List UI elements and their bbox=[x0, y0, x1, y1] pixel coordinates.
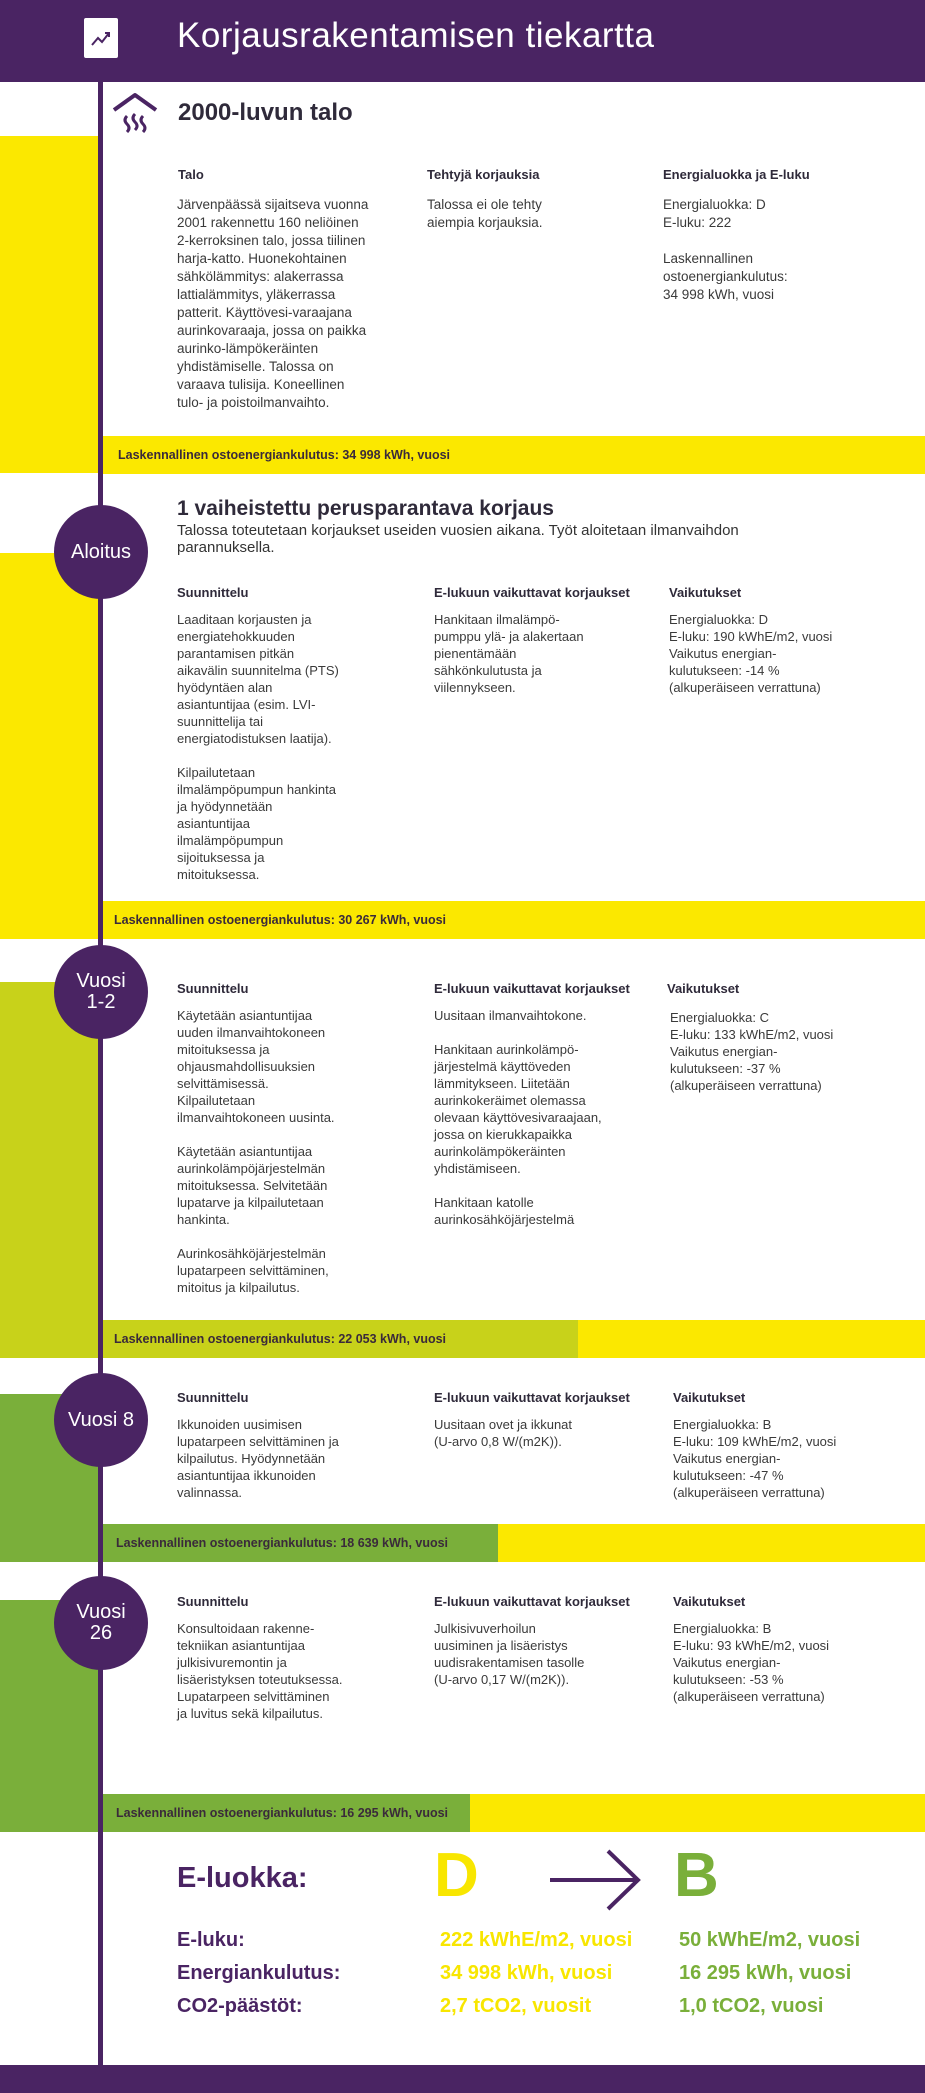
stage-vuosi-1-2-col2-heading: E-lukuun vaikuttavat korjaukset bbox=[434, 981, 630, 996]
stage-aloitus-col1-heading: Suunnittelu bbox=[177, 585, 249, 600]
summary-bar-aloitus-text: Laskennallinen ostoenergiankulutus: 30 267 kWh, vuosi bbox=[114, 913, 447, 927]
stage-vuosi-8-col1-heading: Suunnittelu bbox=[177, 1390, 249, 1405]
stage-aloitus-title: 1 vaiheistettu perusparantava korjaus bbox=[177, 497, 554, 520]
summary-bar-vuosi-26-text: Laskennallinen ostoenergiankulutus: 16 295 kWh, vuosi bbox=[116, 1806, 449, 1820]
stage-vuosi-8-col3-text: Energialuokka: B E-luku: 109 kWhE/m2, vuosi Vaikutus energian- kulutukseen: -47 % (alkuperäiseen verrattuna) bbox=[673, 1417, 837, 1500]
summary-class-before: D bbox=[434, 1841, 479, 1910]
stage-vuosi-26-col1-text: Konsultoidaan rakenne- tekniikan asiantuntijaa julkisivuremontin ja lisäeristyksen toteutuksessa. Lupatarpeen selvittäminen ja luvitus sekä kilpailutus. bbox=[177, 1621, 343, 1721]
stage-aloitus-col3-text: Energialuokka: D E-luku: 190 kWhE/m2, vuosi Vaikutus energian- kulutukseen: -14 % (alkuperäiseen verrattuna) bbox=[669, 612, 833, 695]
house-col1-text: Järvenpäässä sijaitseva vuonna 2001 rakennettu 160 neliöinen 2-kerroksinen talo, jossa tiilinen harja-katto. Huonekohtainen sähkölämmitys: alakerrassa lattialämmitys, yläkerrassa patterit. Käyttövesi-varaajana aurinkovaraaja, jossa on paikka aurinko-lämpökeräinten yhdistämiselle. Talossa on varaava tulisija. Koneellinen tulo- ja poistoilmanvaihto. bbox=[177, 197, 369, 410]
summary-bar-house-text: Laskennallinen ostoenergiankulutus: 34 998 kWh, vuosi bbox=[118, 448, 451, 462]
house-col3-text: Energialuokka: D E-luku: 222 Laskennallinen ostoenergiankulutus: 34 998 kWh, vuosi bbox=[663, 197, 788, 302]
summary-row-label-energiankulutus: Energiankulutus: bbox=[177, 1962, 341, 1984]
stage-marker-vuosi-1-2: Vuosi 1-2 bbox=[54, 945, 148, 1039]
footer-bar bbox=[0, 2065, 925, 2093]
stage-vuosi-26-col2-text: Julkisivuverhoilun uusiminen ja lisäeristys uudisrakentamisen tasolle (U-arvo 0,17 W/(m2K)). bbox=[434, 1621, 585, 1687]
house-title: 2000-luvun talo bbox=[178, 99, 353, 126]
house-col2-text: Talossa ei ole tehty aiempia korjauksia. bbox=[427, 197, 543, 230]
stage-aloitus-col2-heading: E-lukuun vaikuttavat korjaukset bbox=[434, 585, 630, 600]
stage-vuosi-1-2-col3-text: Energialuokka: C E-luku: 133 kWhE/m2, vuosi Vaikutus energian- kulutukseen: -37 % (alkuperäiseen verrattuna) bbox=[670, 1010, 834, 1093]
stage-vuosi-8-col3-heading: Vaikutukset bbox=[673, 1390, 746, 1405]
stage-vuosi-1-2-col3-heading: Vaikutukset bbox=[667, 981, 740, 996]
summary-bar-vuosi-26-rest bbox=[470, 1794, 925, 1832]
page-title: Korjausrakentamisen tiekartta bbox=[177, 16, 655, 55]
section-band-aloitus bbox=[0, 553, 100, 939]
stage-aloitus-col1-text: Laaditaan korjausten ja energiatehokkuuden parantamisen pitkän aikavälin suunnitelma (PTS) hyödyntäen alan asiantuntijaa (esim. LVI- suunnittelija tai energiatodistuksen laatija). Kilpailutetaan ilmalämpöpumpun hankinta ja hyödynnetään asiantuntijaa ilmalämpöpumpun sijoituksessa ja mitoituksessa. bbox=[177, 612, 339, 882]
house-col3-heading: Energialuokka ja E-luku bbox=[663, 167, 810, 182]
summary-row-before-energiankulutus: 34 998 kWh, vuosi bbox=[440, 1962, 613, 1984]
house-heating-icon bbox=[112, 92, 158, 136]
summary-class-label: E-luokka: bbox=[177, 1862, 308, 1894]
summary-row-label-co2: CO2-päästöt: bbox=[177, 1995, 303, 2017]
stage-vuosi-1-2-col1-heading: Suunnittelu bbox=[177, 981, 249, 996]
stage-marker-vuosi-8: Vuosi 8 bbox=[54, 1373, 148, 1467]
summary-bar-vuosi-1-2-rest bbox=[578, 1320, 925, 1358]
stage-vuosi-26-col3-heading: Vaikutukset bbox=[673, 1594, 746, 1609]
house-col2-heading: Tehtyjä korjauksia bbox=[427, 167, 540, 182]
stage-marker-vuosi-26: Vuosi 26 bbox=[54, 1576, 148, 1670]
stage-aloitus-subtitle: Talossa toteutetaan korjaukset useiden vuosien aikana. Työt aloitetaan ilmanvaihdon parannuksella. bbox=[177, 522, 739, 556]
summary-row-after-energiankulutus: 16 295 kWh, vuosi bbox=[679, 1962, 852, 1984]
summary-bar-vuosi-8-text: Laskennallinen ostoenergiankulutus: 18 639 kWh, vuosi bbox=[116, 1536, 449, 1550]
stage-vuosi-1-2-col2-text: Uusitaan ilmanvaihtokone. Hankitaan aurinkolämpö- järjestelmä käyttöveden lämmitykseen. Liitetään aurinkokeräimet olemassa olevaan käyttövesivaraajaan, jossa on kierukkapaikka aurinkolämpökeräinten yhdistämiseen. Hankitaan katolle aurinkosähköjärjestelmä bbox=[434, 1008, 602, 1227]
summary-row-after-e-luku: 50 kWhE/m2, vuosi bbox=[679, 1929, 861, 1951]
summary-row-before-e-luku: 222 kWhE/m2, vuosi bbox=[440, 1929, 633, 1951]
stage-vuosi-8-col1-text: Ikkunoiden uusimisen lupatarpeen selvittäminen ja kilpailutus. Hyödynnetään asiantuntijaa ikkunoiden valinnassa. bbox=[177, 1417, 339, 1500]
stage-vuosi-8-col2-text: Uusitaan ovet ja ikkunat (U-arvo 0,8 W/(m2K)). bbox=[434, 1417, 573, 1449]
section-band-house bbox=[0, 136, 100, 473]
stage-vuosi-26-col3-text: Energialuokka: B E-luku: 93 kWhE/m2, vuosi Vaikutus energian- kulutukseen: -53 % (alkuperäiseen verrattuna) bbox=[673, 1621, 830, 1704]
summary-row-after-co2: 1,0 tCO2, vuosi bbox=[679, 1995, 824, 2017]
stage-vuosi-26-col1-heading: Suunnittelu bbox=[177, 1594, 249, 1609]
summary-bar-vuosi-1-2-text: Laskennallinen ostoenergiankulutus: 22 053 kWh, vuosi bbox=[114, 1332, 447, 1346]
summary-bar-vuosi-8-rest bbox=[498, 1524, 925, 1562]
section-band-vuosi-1-2 bbox=[0, 982, 100, 1358]
stage-vuosi-1-2-col1-text: Käytetään asiantuntijaa uuden ilmanvaihtokoneen mitoituksessa ja ohjausmahdollisuuksien selvittämisessä. Kilpailutetaan ilmanvaihtokoneen uusinta. Käytetään asiantuntijaa aurinkolämpöjärjestelmän mitoituksessa. Selvitetään lupatarve ja kilpailutetaan hankinta. Aurinkosähköjärjestelmän lupatarpeen selvittäminen, mitoitus ja kilpailutus. bbox=[177, 1008, 335, 1295]
stage-vuosi-26-col2-heading: E-lukuun vaikuttavat korjaukset bbox=[434, 1594, 630, 1609]
summary-row-label-e-luku: E-luku: bbox=[177, 1929, 245, 1951]
timeline-line bbox=[98, 82, 103, 2065]
stage-aloitus-col2-text: Hankitaan ilmalämpö- pumppu ylä- ja alakertaan pienentämään sähkönkulutusta ja viilennykseen. bbox=[434, 612, 584, 695]
right-arrow-icon bbox=[548, 1848, 644, 1912]
stage-marker-aloitus: Aloitus bbox=[54, 505, 148, 599]
summary-row-before-co2: 2,7 tCO2, vuosit bbox=[440, 1995, 592, 2017]
summary-class-after: B bbox=[674, 1841, 719, 1910]
stage-aloitus-col3-heading: Vaikutukset bbox=[669, 585, 742, 600]
stage-vuosi-8-col2-heading: E-lukuun vaikuttavat korjaukset bbox=[434, 1390, 630, 1405]
house-col1-heading: Talo bbox=[178, 167, 204, 182]
trending-chart-icon bbox=[84, 18, 118, 58]
